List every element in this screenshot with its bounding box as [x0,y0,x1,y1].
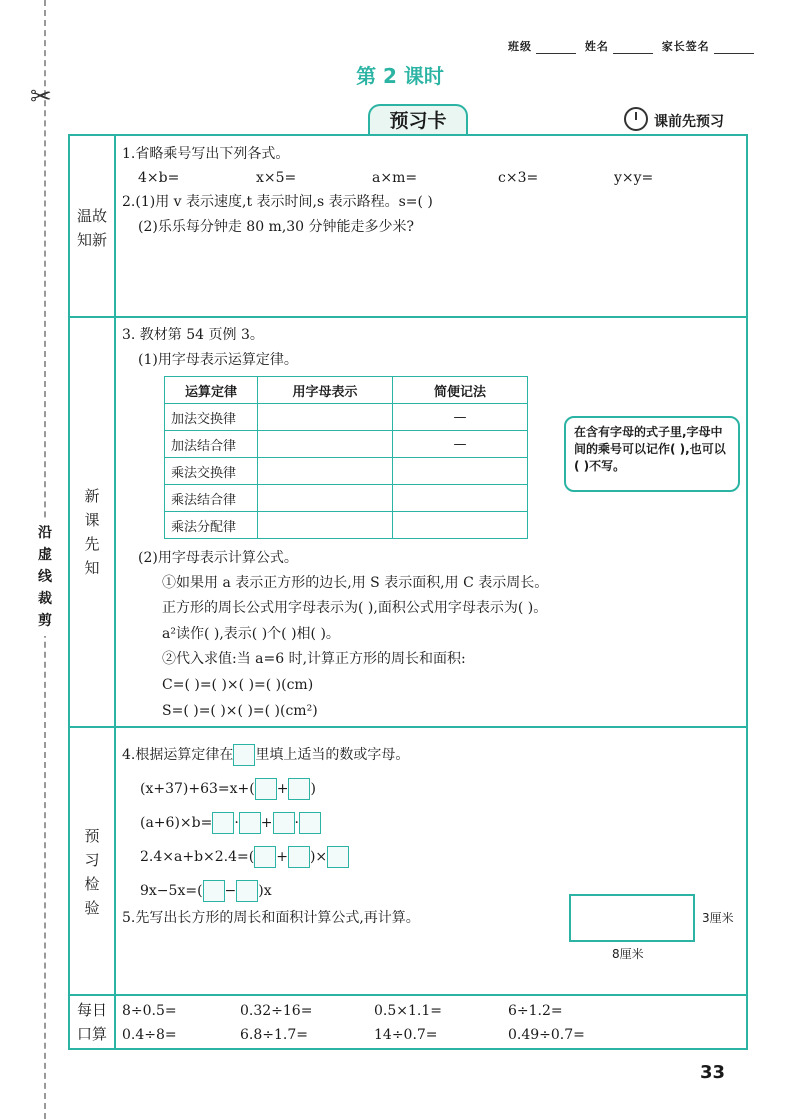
answer-box[interactable] [299,812,321,834]
table-cell: 乘法交换律 [165,458,258,485]
equation-4: 9x−5x=( − )x [140,880,272,902]
answer-cell[interactable] [258,404,393,431]
rect-height-label: 3厘米 [702,911,734,925]
section-label-new-lesson: 新 课 先 知 [84,487,100,577]
daily-item: 0.5×1.1= [374,1003,442,1019]
answer-box[interactable] [288,778,310,800]
rect-width-label: 8厘米 [612,947,644,961]
answer-cell[interactable] [393,458,528,485]
answer-cell[interactable] [258,512,393,539]
name-blank[interactable] [613,53,653,54]
answer-box[interactable] [212,812,234,834]
question-3-2f: S=( )=( )×( )=( )(cm²) [162,703,318,719]
table-row [165,404,528,431]
question-1: 1.省略乘号写出下列各式。 [122,146,290,162]
question-3-1: (1)用字母表示运算定律。 [138,352,298,368]
header-fields [508,38,758,54]
page-number: 33 [700,1062,726,1083]
table-cell: 加法结合律 [165,431,258,458]
question-2a: 2.(1)用 v 表示速度,t 表示时间,s 表示路程。s=( ) [122,194,433,210]
answer-cell[interactable] [393,512,528,539]
table-row [165,431,528,458]
answer-cell[interactable] [258,485,393,512]
table-cell: 乘法分配律 [165,512,258,539]
question-3: 3. 教材第 54 页例 3。 [122,327,264,343]
section-label-daily: 每日 口算 [76,1001,107,1043]
daily-item: 0.49÷0.7= [508,1027,585,1043]
daily-item: 0.32÷16= [240,1003,313,1019]
section-divider [68,726,748,728]
question-5: 5.先写出长方形的周长和面积计算公式,再计算。 [122,910,420,926]
tip-bubble: 在含有字母的式子里,字母中间的乘号可以记作( ),也可以( )不写。 [564,416,740,492]
table-cell: 乘法结合律 [165,485,258,512]
rules-table [164,376,528,539]
name-label: 姓名 [584,40,609,53]
answer-box[interactable] [273,812,295,834]
question-3-2a: ①如果用 a 表示正方形的边长,用 S 表示面积,用 C 表示周长。 [162,575,549,591]
q1-item: x×5= [256,170,297,186]
table-header: 运算定律 [165,377,258,404]
pre-study-label: 课前先预习 [654,114,724,130]
clock-icon [624,107,648,131]
q1-item: y×y= [614,170,654,186]
equation-1: (x+37)+63=x+( + ) [140,778,316,800]
q1-item: c×3= [498,170,539,186]
equation-3: 2.4×a+b×2.4=( + )× [140,846,349,868]
answer-box[interactable] [236,880,258,902]
table-header: 简便记法 [393,377,528,404]
section-divider [68,994,748,996]
cut-label: 沿虚线裁剪 [37,518,53,636]
daily-item: 6÷1.2= [508,1003,563,1019]
table-cell: — [393,404,528,431]
question-3-2c: a²读作( ),表示( )个( )相( )。 [162,626,340,642]
parent-sign-label: 家长签名 [661,40,710,53]
q1-item: 4×b= [138,170,180,186]
lesson-title: 第 2 课时 [356,64,444,88]
answer-box[interactable] [255,778,277,800]
question-4: 4.根据运算定律在 里填上适当的数或字母。 [122,744,409,766]
section-label-check: 预 习 检 验 [84,827,100,917]
answer-cell[interactable] [393,485,528,512]
table-header: 用字母表示 [258,377,393,404]
scissors-icon: ✂ [30,82,52,112]
example-box [233,744,255,766]
label-column-divider [114,134,116,1050]
daily-item: 14÷0.7= [374,1027,438,1043]
table-row [165,485,528,512]
question-2b: (2)乐乐每分钟走 80 m,30 分钟能走多少米? [138,219,415,235]
question-3-2e: C=( )=( )×( )=( )(cm) [162,677,314,693]
q1-item: a×m= [372,170,418,186]
table-row [165,512,528,539]
section-divider [68,316,748,318]
section-label-review: 温故 知新 [76,207,107,249]
question-3-2b: 正方形的周长公式用字母表示为( ),面积公式用字母表示为( )。 [162,600,548,616]
answer-box[interactable] [327,846,349,868]
parent-sign-blank[interactable] [714,53,754,54]
class-label: 班级 [508,40,532,53]
question-3-2: (2)用字母表示计算公式。 [138,550,298,566]
answer-box[interactable] [254,846,276,868]
answer-box[interactable] [203,880,225,902]
class-blank[interactable] [536,53,576,54]
answer-box[interactable] [288,846,310,868]
daily-item: 0.4÷8= [122,1027,177,1043]
card-title: 预习卡 [368,104,468,136]
table-cell: 加法交换律 [165,404,258,431]
table-header-row [165,377,528,404]
question-3-2d: ②代入求值:当 a=6 时,计算正方形的周长和面积: [162,651,466,667]
answer-cell[interactable] [258,458,393,485]
table-row [165,458,528,485]
daily-item: 6.8÷1.7= [240,1027,308,1043]
answer-cell[interactable] [258,431,393,458]
table-cell: — [393,431,528,458]
equation-2: (a+6)×b= · + · [140,812,321,834]
rectangle-figure [569,894,695,942]
daily-item: 8÷0.5= [122,1003,177,1019]
answer-box[interactable] [239,812,261,834]
